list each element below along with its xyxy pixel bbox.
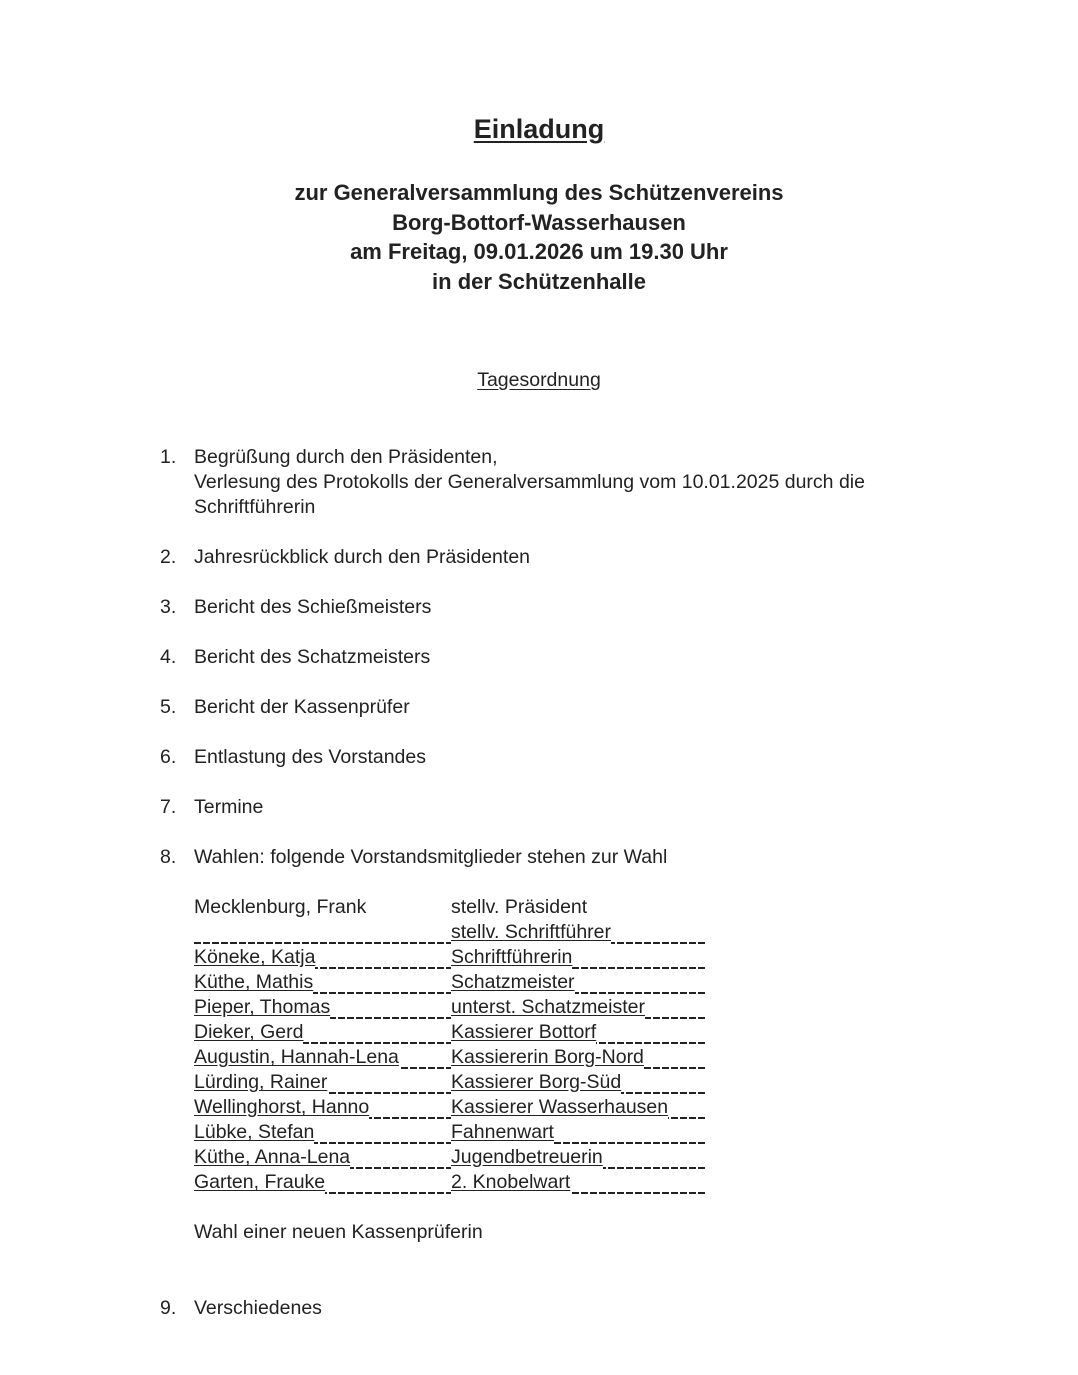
election-row — [194, 1020, 706, 1045]
agenda-text: Bericht des Schatzmeisters — [194, 646, 431, 668]
candidate-name: Küthe, Anna-Lena — [194, 1146, 351, 1168]
candidate-role: Schatzmeister — [451, 971, 575, 993]
agenda-heading: Tagesordnung — [477, 369, 601, 391]
election-row — [194, 1120, 706, 1145]
candidate-role: Schriftführerin — [451, 946, 573, 968]
agenda-line: Verlesung des Protokolls der Generalversammlung vom 10.01.2025 durch die — [194, 471, 865, 493]
subtitle-line: am Freitag, 09.01.2026 um 19.30 Uhr — [350, 239, 728, 264]
election-row — [194, 1095, 706, 1120]
election-row — [194, 945, 706, 970]
election-row — [194, 995, 706, 1020]
candidate-role: 2. Knobelwart — [451, 1171, 571, 1193]
candidate-name: Dieker, Gerd — [194, 1021, 304, 1043]
agenda-text: Bericht der Kassenprüfer — [194, 696, 410, 718]
candidate-role: Kassierer Bottorf — [451, 1021, 597, 1043]
agenda-number: 4. — [160, 646, 177, 668]
subtitle-line: Borg-Bottorf-Wasserhausen — [392, 209, 686, 235]
agenda-number: 3. — [160, 596, 177, 618]
candidate-role: unterst. Schatzmeister — [451, 996, 645, 1018]
election-row — [194, 1170, 706, 1195]
candidate-name: Lübke, Stefan — [194, 1121, 315, 1143]
agenda-number: 1. — [160, 446, 177, 468]
agenda-text: Entlastung des Vorstandes — [194, 746, 426, 768]
candidate-name: Augustin, Hannah-Lena — [194, 1046, 399, 1068]
candidate-role: stellv. Schriftführer — [451, 921, 612, 943]
candidate-role: Fahnenwart — [451, 1121, 554, 1143]
candidate-name: Garten, Frauke — [194, 1171, 326, 1193]
document-subtitle — [0, 178, 1078, 296]
agenda-line: Begrüßung durch den Präsidenten, — [194, 446, 498, 468]
agenda-text: Termine — [194, 796, 264, 818]
subtitle-line: in der Schützenhalle — [432, 268, 646, 294]
candidate-role: Kassierer Wasserhausen — [451, 1096, 669, 1118]
candidate-role: Kassierer Borg-Süd — [451, 1071, 622, 1093]
elections-table — [194, 895, 706, 1195]
agenda-text: Bericht des Schießmeisters — [194, 596, 432, 618]
candidate-name: Küthe, Mathis — [194, 971, 314, 993]
agenda-text: Wahlen: folgende Vorstandsmitglieder stehen zur Wahl — [194, 846, 668, 868]
election-row — [194, 1145, 706, 1170]
election-row — [194, 920, 706, 945]
agenda-number: 7. — [160, 796, 177, 818]
agenda-number: 2. — [160, 546, 177, 568]
election-row — [194, 970, 706, 995]
agenda-text: Verschiedenes — [194, 1297, 322, 1319]
candidate-name: Lürding, Rainer — [194, 1071, 328, 1093]
candidate-name: Wellinghorst, Hanno — [194, 1096, 370, 1118]
agenda-text — [194, 445, 865, 520]
extra-election-note: Wahl einer neuen Kassenprüferin — [194, 1221, 483, 1243]
election-row — [194, 895, 706, 920]
agenda-number: 5. — [160, 696, 177, 718]
candidate-role: Jugendbetreuerin — [451, 1146, 603, 1168]
election-row — [194, 1045, 706, 1070]
agenda-number: 6. — [160, 746, 177, 768]
agenda-number: 9. — [160, 1297, 177, 1319]
agenda-number: 8. — [160, 846, 177, 868]
document-title: Einladung — [473, 114, 605, 144]
subtitle-line: zur Generalversammlung des Schützenvereins — [294, 180, 784, 205]
election-row — [194, 1070, 706, 1095]
agenda-text: Jahresrückblick durch den Präsidenten — [194, 546, 531, 568]
candidate-name: Pieper, Thomas — [194, 996, 331, 1018]
candidate-name: Köneke, Katja — [194, 946, 316, 968]
agenda-line: Schriftführerin — [194, 496, 316, 518]
candidate-role: Kassiererin Borg-Nord — [451, 1046, 644, 1068]
candidate-name: Mecklenburg, Frank — [194, 896, 367, 918]
candidate-role: stellv. Präsident — [451, 896, 588, 918]
